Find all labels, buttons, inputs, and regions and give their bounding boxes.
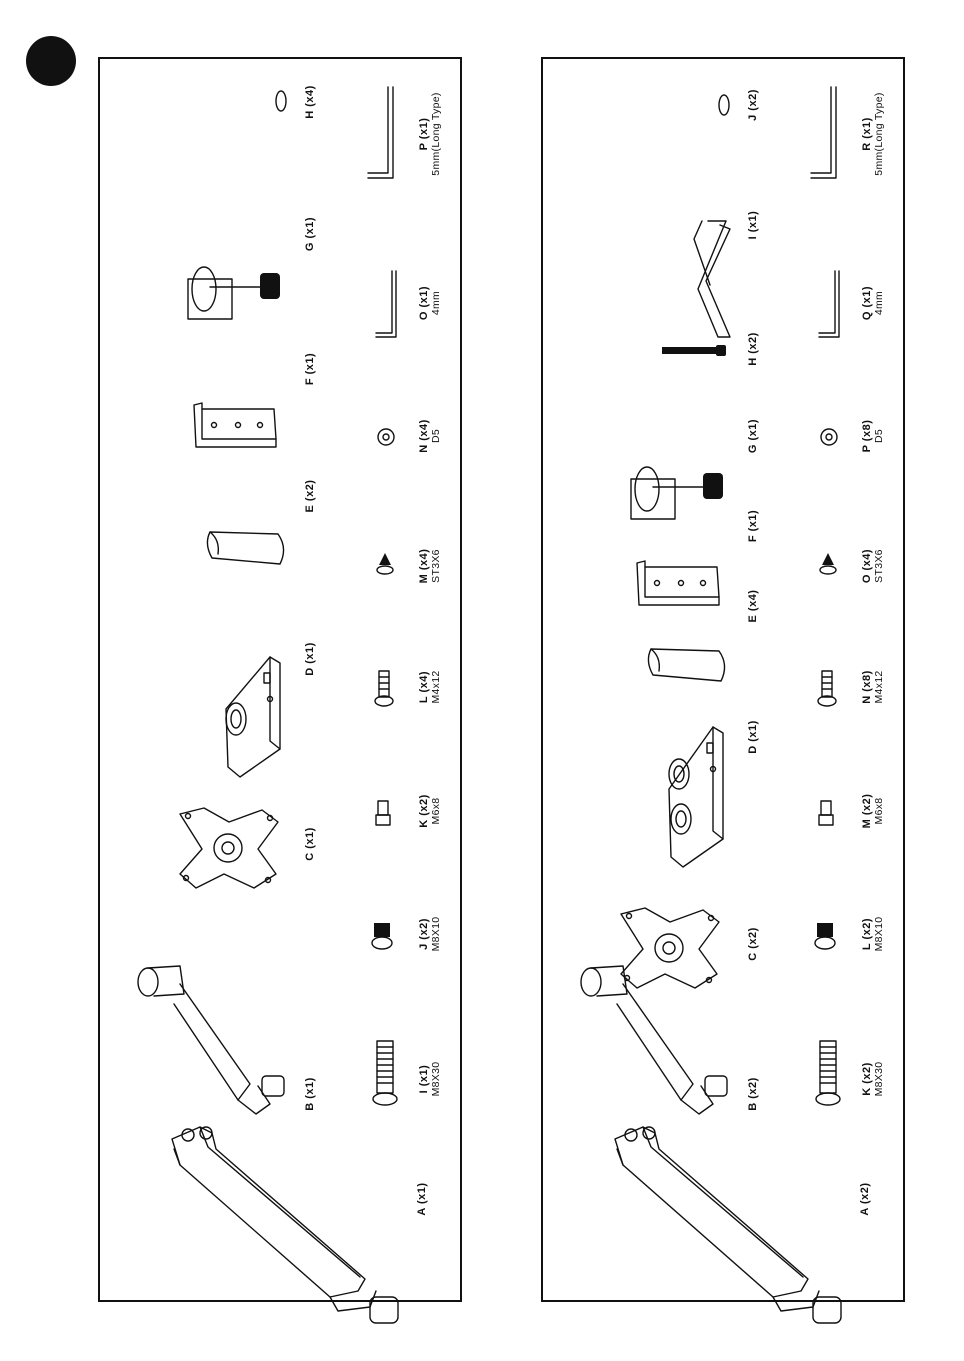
- part-o-hex-key-illustration: [374, 269, 398, 339]
- label-part-j: J (x2): [747, 89, 759, 121]
- label-part-f: F (x1): [747, 509, 759, 543]
- part-q-hex-key-illustration: [817, 269, 841, 339]
- label-part-h: H (x4): [304, 85, 316, 119]
- label-part-h: H (x2): [747, 332, 759, 366]
- label-part-q: Q (x1): [861, 285, 873, 321]
- page-marker-dot: [26, 36, 76, 86]
- label-part-p-spec: 5mm(Long Type): [430, 92, 442, 176]
- parts-list-panel-single: [98, 57, 462, 1302]
- part-p-hex-key-illustration: [366, 85, 396, 181]
- label-part-n: N (x4): [418, 419, 430, 453]
- part-k-screw-illustration: [374, 799, 392, 829]
- part-m-screw-illustration: [817, 799, 835, 829]
- part-n-screw-illustration: [817, 669, 837, 709]
- label-part-p-spec: D5: [873, 428, 885, 444]
- label-part-f: F (x1): [304, 352, 316, 386]
- label-part-n-spec: M4x12: [873, 670, 885, 704]
- label-part-o: O (x4): [861, 548, 873, 584]
- label-part-m-spec: M6x8: [873, 797, 885, 825]
- label-part-a: A (x2): [859, 1182, 871, 1216]
- label-part-k-spec: M8X30: [873, 1061, 885, 1097]
- label-part-c: C (x1): [304, 827, 316, 861]
- part-j-washer-illustration: [717, 93, 731, 117]
- part-c-vesa-plate-illustration: [615, 904, 725, 994]
- part-a-arm-illustration: [160, 1119, 400, 1279]
- part-d-base-illustration: [220, 649, 290, 779]
- label-part-r: R (x1): [861, 117, 873, 151]
- part-f-bracket-illustration: [633, 557, 728, 612]
- part-l-screw-illustration: [813, 921, 837, 951]
- part-m-screw-illustration: [376, 553, 394, 577]
- label-part-o-spec: ST3X6: [873, 549, 885, 583]
- part-i-bolt-illustration: [370, 1039, 400, 1109]
- label-part-c: C (x2): [747, 927, 759, 961]
- label-part-m: M (x2): [861, 793, 873, 829]
- label-part-r-spec: 5mm(Long Type): [873, 92, 885, 176]
- part-c-vesa-plate-illustration: [174, 804, 284, 894]
- label-part-a: A (x1): [416, 1182, 428, 1216]
- label-part-l-spec: M4x12: [430, 670, 442, 704]
- label-part-m-spec: ST3X6: [430, 549, 442, 583]
- part-p-washer-illustration: [819, 427, 839, 447]
- part-r-hex-key-illustration: [809, 85, 839, 181]
- label-part-o-spec: 4mm: [430, 290, 442, 316]
- part-d-dual-base-illustration: [663, 719, 733, 869]
- label-part-d: D (x1): [304, 642, 316, 676]
- part-n-washer-illustration: [376, 427, 396, 447]
- label-part-d: D (x1): [747, 720, 759, 754]
- label-part-k-spec: M6x8: [430, 797, 442, 825]
- part-e-cable-clip-illustration: [641, 641, 731, 686]
- label-part-n-spec: D5: [430, 428, 442, 444]
- part-g-clamp-illustration: [180, 259, 290, 329]
- label-part-g: G (x1): [304, 216, 316, 252]
- part-a-arm-illustration: [603, 1119, 843, 1279]
- label-part-l: L (x4): [418, 670, 430, 704]
- part-b-arm-illustration: [130, 964, 300, 1114]
- part-e-cable-clip-illustration: [200, 524, 290, 569]
- part-g-clamp-illustration: [623, 459, 733, 529]
- part-k-bolt-illustration: [813, 1039, 843, 1109]
- label-part-e: E (x4): [747, 589, 759, 623]
- label-part-p: P (x8): [861, 419, 873, 453]
- label-part-i: I (x1): [418, 1064, 430, 1094]
- label-part-m: M (x4): [418, 548, 430, 584]
- part-f-bracket-illustration: [190, 399, 285, 454]
- label-part-j: J (x2): [418, 918, 430, 950]
- label-part-n: N (x8): [861, 670, 873, 704]
- label-part-i-spec: M8X30: [430, 1061, 442, 1097]
- label-part-q-spec: 4mm: [873, 290, 885, 316]
- label-part-i: I (x1): [747, 210, 759, 240]
- part-j-screw-illustration: [370, 921, 394, 951]
- label-part-b: B (x2): [747, 1077, 759, 1111]
- label-part-l: L (x2): [861, 917, 873, 951]
- part-l-screw-illustration: [374, 669, 394, 709]
- parts-list-panel-dual: [541, 57, 905, 1302]
- part-h-washer-illustration: [274, 89, 288, 113]
- label-part-g: G (x1): [747, 418, 759, 454]
- part-o-screw-illustration: [819, 553, 837, 577]
- label-part-e: E (x2): [304, 479, 316, 513]
- label-part-j-spec: M8X10: [430, 916, 442, 952]
- label-part-b: B (x1): [304, 1077, 316, 1111]
- label-part-k: K (x2): [418, 794, 430, 828]
- label-part-p: P (x1): [418, 117, 430, 151]
- label-part-o: O (x1): [418, 285, 430, 321]
- part-i-bent-bracket-illustration: [688, 219, 736, 359]
- label-part-l-spec: M8X10: [873, 916, 885, 952]
- label-part-k: K (x2): [861, 1062, 873, 1096]
